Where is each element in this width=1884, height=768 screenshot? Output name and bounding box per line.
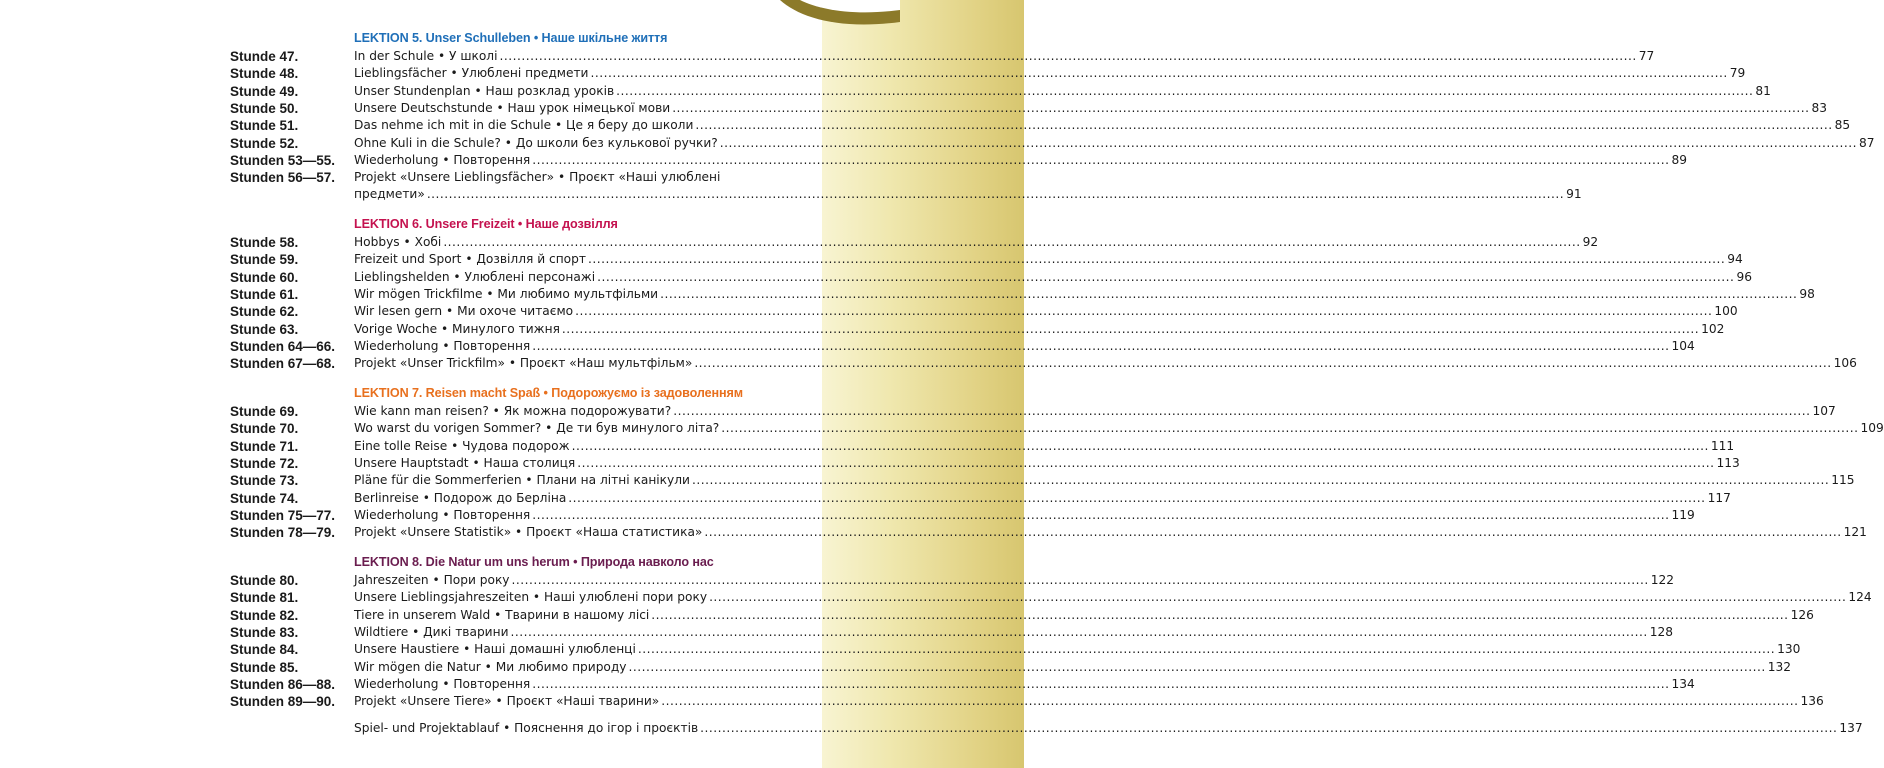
lesson-number: Stunde 82. — [230, 607, 299, 623]
lesson-number: Stunde 59. — [230, 252, 299, 268]
entry-title: Unsere Deutschstunde • Наш урок німецької мови — [354, 100, 671, 115]
toc-entry-line — [354, 83, 1771, 100]
lesson-number: Stunde 47. — [230, 49, 299, 64]
entry-title: Projekt «Unsere Statistik» • Проєкт «Наша статистика» — [354, 525, 703, 540]
page-number: 96 — [1736, 269, 1752, 284]
toc-entry[interactable] — [230, 420, 1884, 437]
page-number: 117 — [1707, 490, 1731, 505]
toc-entry[interactable] — [230, 624, 1674, 641]
lesson-number: Stunden 75—77. — [230, 507, 336, 523]
toc-entry[interactable] — [230, 524, 1867, 541]
page-number: 128 — [1649, 624, 1674, 639]
page-number: 94 — [1727, 252, 1743, 267]
entry-title: Projekt «Unser Trickfilm» • Проєкт «Наш мультфільм» — [354, 356, 693, 371]
toc-entry-line — [354, 338, 1695, 355]
toc-entry-line — [354, 117, 1851, 134]
dot-leader: .................................................................................................................................................................................................................................................................... — [721, 421, 1859, 436]
page-number: 102 — [1701, 321, 1725, 336]
entry-title: Unsere Hauptstadt • Наша столиця — [354, 455, 576, 470]
page-number: 136 — [1800, 694, 1824, 709]
toc-entry-line — [354, 472, 1855, 489]
toc-entry[interactable] — [230, 321, 1725, 338]
lesson-number: Stunde 60. — [230, 269, 299, 285]
lesson-number: Stunde 72. — [230, 455, 299, 471]
dot-leader: .................................................................................................................................................................................................................................................................... — [587, 252, 1726, 267]
toc-entry-line — [354, 251, 1743, 268]
page-number: 115 — [1831, 473, 1855, 488]
toc-entry[interactable] — [230, 472, 1855, 489]
entry-title: предмети» — [354, 187, 425, 202]
dot-leader: .................................................................................................................................................................................................................................................................... — [691, 473, 1830, 488]
entry-title: Unsere Haustiere • Наші домашні улюбленці — [354, 642, 636, 657]
entry-title: Wiederholung • Повторення — [354, 338, 531, 353]
toc-entry-line — [354, 624, 1674, 641]
toc-entry[interactable] — [230, 269, 1752, 286]
dot-leader: .................................................................................................................................................................................................................................................................... — [637, 642, 1776, 657]
toc-entry[interactable] — [230, 507, 1695, 524]
lesson-number: Stunde 71. — [230, 438, 299, 454]
page-number: 109 — [1860, 421, 1884, 436]
page-number: 91 — [1566, 187, 1582, 202]
entry-title: Wir mögen die Natur • Ми любимо природу — [354, 659, 627, 674]
toc-entry[interactable] — [230, 572, 1675, 589]
dot-leader: .................................................................................................................................................................................................................................................................... — [532, 338, 1670, 353]
page-number: 104 — [1671, 338, 1695, 353]
toc-entry-line — [354, 607, 1814, 624]
dot-leader: .................................................................................................................................................................................................................................................................... — [616, 83, 1754, 98]
lesson-number: Stunde 51. — [230, 118, 299, 134]
dot-leader: .................................................................................................................................................................................................................................................................... — [651, 607, 1789, 622]
dot-leader: .................................................................................................................................................................................................................................................................... — [510, 624, 1648, 639]
dot-leader: .................................................................................................................................................................................................................................................................... — [700, 721, 1838, 735]
entry-title: Pläne für die Sommerferien • Плани на літні канікули — [354, 473, 690, 488]
entry-title: Wildtiere • Дикі тварини — [354, 624, 509, 639]
lesson-number: Stunde 84. — [230, 642, 299, 658]
lesson-number: Stunde 48. — [230, 66, 299, 82]
toc-entry[interactable] — [230, 83, 1771, 100]
dot-leader: .................................................................................................................................................................................................................................................................... — [704, 525, 1842, 540]
toc-entry[interactable] — [230, 659, 1792, 676]
page-number: 132 — [1767, 659, 1792, 674]
dot-leader: .................................................................................................................................................................................................................................................................... — [499, 49, 1637, 63]
lesson-number: Stunde 70. — [230, 421, 299, 437]
page-number: 83 — [1811, 100, 1827, 115]
entry-title: Unser Stundenplan • Наш розклад уроків — [354, 83, 615, 98]
toc-entry-line — [354, 269, 1752, 286]
lesson-number: Stunden 53—55. — [230, 152, 336, 168]
toc-entry[interactable] — [230, 589, 1872, 606]
entry-title: Lieblingshelden • Улюблені персонажі — [354, 269, 596, 284]
toc-entry-line — [354, 403, 1836, 420]
toc-entry-appendix[interactable] — [230, 720, 1863, 737]
entry-title: Wiederholung • Повторення — [354, 676, 531, 691]
toc-entry[interactable] — [230, 48, 1655, 65]
toc-entry[interactable] — [230, 490, 1731, 507]
toc-entry[interactable] — [230, 455, 1740, 472]
section-title: LEKTION 6. Unsere Freizeit • Наше дозвілля — [354, 217, 618, 231]
page-number: 87 — [1859, 135, 1875, 150]
toc-entry-line — [354, 720, 1863, 737]
page-number: 130 — [1777, 642, 1801, 657]
lesson-number: Stunden 64—66. — [230, 338, 336, 354]
dot-leader: .................................................................................................................................................................................................................................................................... — [532, 676, 1670, 691]
toc-entry-line — [354, 589, 1872, 606]
page-number: 92 — [1582, 235, 1599, 249]
toc-entry[interactable] — [230, 338, 1695, 355]
entry-title: Ohne Kuli in die Schule? • До школи без кулькової ручки? — [354, 135, 718, 150]
toc-entry[interactable] — [230, 693, 1824, 710]
page-number: 124 — [1848, 590, 1872, 605]
toc-entry-line — [354, 455, 1740, 472]
entry-title: Spiel- und Projektablauf • Пояснення до ігор і проєктів — [354, 721, 699, 735]
toc-entry-line — [354, 321, 1725, 338]
lesson-number: Stunden 67—68. — [230, 356, 336, 372]
toc-entry-line — [354, 65, 1746, 82]
lesson-number: Stunde 63. — [230, 321, 299, 337]
entry-title: Projekt «Unsere Lieblingsfächer» • Проєкт «Наші улюблені — [354, 170, 721, 185]
dot-leader: .................................................................................................................................................................................................................................................................... — [571, 438, 1709, 453]
section-title: LEKTION 7. Reisen macht Spaß • Подорожуємо із задоволенням — [354, 386, 743, 400]
dot-leader: .................................................................................................................................................................................................................................................................... — [660, 286, 1798, 301]
toc-entry-line — [354, 572, 1675, 589]
toc-entry-line — [354, 48, 1655, 65]
lesson-number: Stunde 50. — [230, 100, 299, 116]
entry-title: Wo warst du vorigen Sommer? • Де ти був минулого літа? — [354, 421, 720, 436]
lesson-number: Stunde 52. — [230, 135, 299, 151]
page-number: 107 — [1812, 404, 1836, 418]
dot-leader: .................................................................................................................................................................................................................................................................... — [673, 404, 1811, 418]
dot-leader: .................................................................................................................................................................................................................................................................... — [511, 573, 1649, 587]
entry-title: Wir lesen gern • Ми охоче читаємо — [354, 304, 574, 319]
toc-entry[interactable] — [230, 152, 1688, 169]
lesson-number: Stunden 86—88. — [230, 676, 336, 692]
toc-entry-line — [354, 186, 1582, 203]
toc-entry[interactable] — [230, 403, 1836, 420]
entry-title: Hobbys • Хобі — [354, 235, 442, 249]
page-number: 113 — [1716, 455, 1740, 470]
entry-title: Wiederholung • Повторення — [354, 152, 531, 167]
lesson-number: Stunde 58. — [230, 235, 299, 250]
dot-leader: .................................................................................................................................................................................................................................................................... — [532, 152, 1670, 167]
dot-leader: .................................................................................................................................................................................................................................................................... — [672, 100, 1810, 115]
toc-entry-line — [354, 641, 1801, 658]
dot-leader: .................................................................................................................................................................................................................................................................... — [575, 304, 1713, 319]
toc-entry-line — [354, 507, 1695, 524]
entry-title: Wiederholung • Повторення — [354, 507, 531, 522]
toc-entry[interactable] — [230, 234, 1599, 251]
toc-entry-line — [354, 152, 1688, 169]
toc-entry-line — [354, 676, 1695, 693]
entry-title: Jahreszeiten • Пори року — [354, 573, 510, 587]
section-title: LEKTION 5. Unser Schulleben • Наше шкільне життя — [354, 31, 668, 45]
entry-title: Unsere Lieblingsjahreszeiten • Наші улюблені пори року — [354, 590, 708, 605]
toc-entry-line — [354, 438, 1735, 455]
dot-leader: .................................................................................................................................................................................................................................................................... — [577, 455, 1715, 470]
entry-title: Berlinreise • Подорож до Берліна — [354, 490, 567, 505]
toc-entry-line — [354, 135, 1875, 152]
entry-title: Wie kann man reisen? • Як можна подорожувати? — [354, 404, 672, 418]
toc-entry[interactable] — [230, 251, 1743, 268]
dot-leader: .................................................................................................................................................................................................................................................................... — [426, 187, 1565, 202]
toc-entry-line — [354, 303, 1738, 320]
page-number: 77 — [1638, 49, 1655, 63]
dot-leader: .................................................................................................................................................................................................................................................................... — [568, 490, 1706, 505]
page-number: 85 — [1834, 118, 1851, 133]
toc-entry[interactable] — [230, 169, 793, 186]
toc-entry-line — [354, 234, 1599, 251]
entry-title: Projekt «Unsere Tiere» • Проєкт «Наші тварини» — [354, 694, 660, 709]
page-number: 100 — [1714, 304, 1738, 319]
page-number: 121 — [1843, 525, 1867, 540]
toc-entry-continuation[interactable] — [230, 186, 1582, 203]
toc-entry-line — [354, 420, 1884, 437]
lesson-number: Stunde 69. — [230, 404, 299, 419]
dot-leader: .................................................................................................................................................................................................................................................................... — [661, 694, 1799, 709]
toc-entry-line — [354, 286, 1815, 303]
toc-entry-line — [354, 355, 1857, 372]
dot-leader: .................................................................................................................................................................................................................................................................... — [443, 235, 1581, 249]
lesson-number: Stunden 56—57. — [230, 170, 336, 186]
entry-title: Eine tolle Reise • Чудова подорож — [354, 438, 570, 453]
toc-entry[interactable] — [230, 286, 1815, 303]
lesson-number: Stunde 81. — [230, 590, 299, 606]
page-number: 126 — [1790, 607, 1814, 622]
dot-leader: .................................................................................................................................................................................................................................................................... — [628, 659, 1766, 674]
toc-entry-line — [354, 169, 720, 186]
toc-entry-line — [354, 659, 1792, 676]
page-number: 111 — [1710, 438, 1735, 453]
dot-leader: .................................................................................................................................................................................................................................................................... — [719, 135, 1858, 150]
toc-entry[interactable] — [230, 135, 1875, 152]
page-number: 137 — [1839, 721, 1863, 735]
lesson-number: Stunden 89—90. — [230, 694, 336, 710]
page-number: 79 — [1729, 66, 1746, 81]
toc-entry[interactable] — [230, 607, 1814, 624]
dot-leader: .................................................................................................................................................................................................................................................................... — [597, 269, 1735, 284]
dot-leader: .................................................................................................................................................................................................................................................................... — [694, 356, 1832, 371]
toc-entry[interactable] — [230, 100, 1827, 117]
dot-leader: .................................................................................................................................................................................................................................................................... — [532, 507, 1670, 522]
entry-title: Das nehme ich mit in die Schule • Це я беру до школи — [354, 118, 694, 133]
section-title: LEKTION 8. Die Natur um uns herum • Природа навколо нас — [354, 555, 714, 569]
lesson-number: Stunde 74. — [230, 490, 299, 506]
entry-title: Wir mögen Trickfilme • Ми любимо мультфільми — [354, 286, 659, 301]
page-number: 122 — [1650, 573, 1675, 587]
toc-entry[interactable] — [230, 117, 1851, 134]
dot-leader: .................................................................................................................................................................................................................................................................... — [695, 118, 1833, 133]
lesson-number: Stunde 61. — [230, 286, 299, 302]
toc-entry[interactable] — [230, 676, 1695, 693]
toc-entry[interactable] — [230, 65, 1746, 82]
dot-leader: .................................................................................................................................................................................................................................................................... — [590, 66, 1728, 81]
lesson-number: Stunde 62. — [230, 304, 299, 320]
toc-entry-line — [354, 524, 1867, 541]
lesson-number: Stunde 49. — [230, 83, 299, 99]
dot-leader: .................................................................................................................................................................................................................................................................... — [709, 590, 1847, 605]
entry-title: In der Schule • У школі — [354, 49, 498, 63]
page-number: 98 — [1799, 286, 1815, 301]
entry-title: Lieblingsfächer • Улюблені предмети — [354, 66, 589, 81]
lesson-number: Stunde 85. — [230, 659, 299, 675]
page-number: 106 — [1833, 356, 1857, 371]
page-number: 81 — [1755, 83, 1771, 98]
toc-entry[interactable] — [230, 438, 1735, 455]
dot-leader: .................................................................................................................................................................................................................................................................... — [561, 321, 1700, 336]
toc-entry-line — [354, 693, 1824, 710]
toc-entry-line — [354, 100, 1827, 117]
entry-title: Vorige Woche • Минулого тижня — [354, 321, 560, 336]
page-number: 119 — [1671, 507, 1695, 522]
toc-entry[interactable] — [230, 303, 1738, 320]
toc-entry-line — [354, 490, 1731, 507]
toc-entry[interactable] — [230, 355, 1857, 372]
lesson-number: Stunde 83. — [230, 624, 299, 640]
lesson-number: Stunden 78—79. — [230, 525, 336, 541]
lesson-number: Stunde 80. — [230, 573, 299, 588]
toc-entry[interactable] — [230, 641, 1801, 658]
lesson-number: Stunde 73. — [230, 473, 299, 489]
entry-title: Tiere in unserem Wald • Тварини в нашому лісі — [354, 607, 650, 622]
entry-title: Freizeit und Sport • Дозвілля й спорт — [354, 252, 586, 267]
page-number: 89 — [1671, 152, 1688, 167]
page-number: 134 — [1671, 676, 1695, 691]
